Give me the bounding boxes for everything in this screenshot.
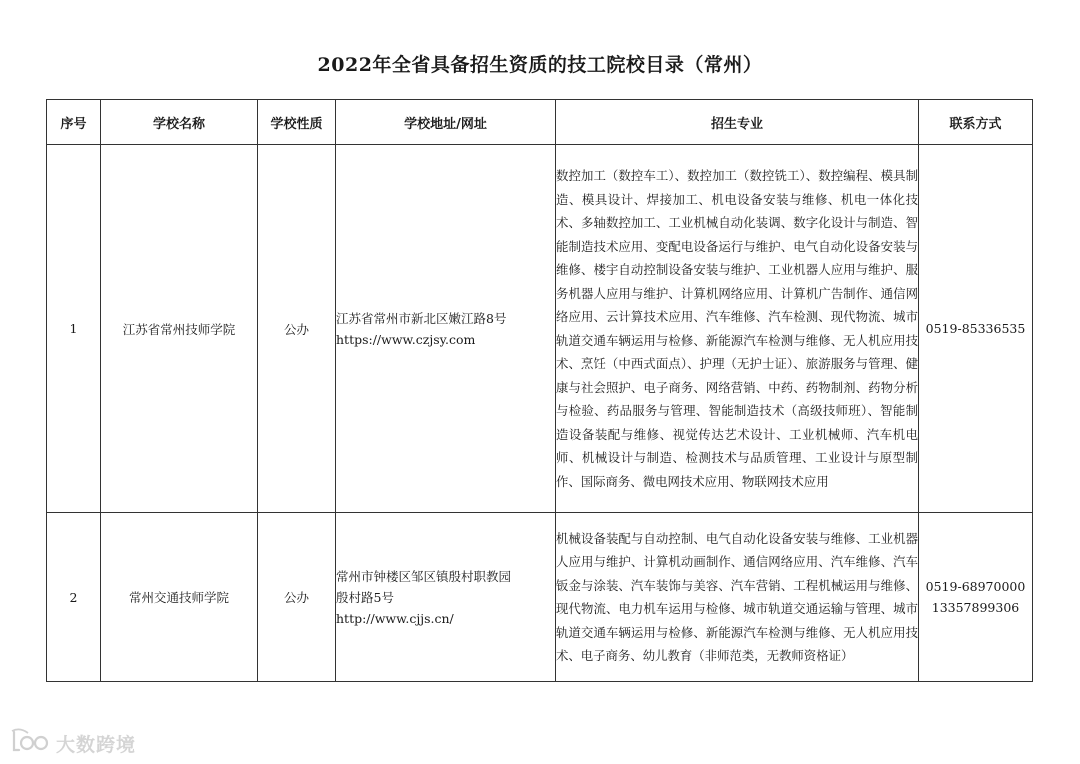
school-address <box>336 145 556 513</box>
table-row <box>47 145 1033 513</box>
address-line: 殷村路5号 <box>336 589 394 605</box>
phone-number: 0519-68970000 <box>925 579 1026 594</box>
header-majors: 招生专业 <box>556 100 919 145</box>
school-majors: 机械设备装配与自动控制、电气自动化设备安装与维修、工业机器人应用与维护、计算机动画制作、通信网络应用、汽车维修、汽车钣金与涂装、汽车装饰与美容、汽车营销、工程机械运用与维修、现代物流、电力机车运用与检修、城市轨道交通运输与管理、城市轨道交通车辆运用与检修、新能源汽车检测与维修、无人机应用技术、电子商务、幼儿教育（非师范类，无教师资格证） <box>556 513 919 682</box>
header-school-name: 学校名称 <box>101 100 258 145</box>
header-contact: 联系方式 <box>919 100 1033 145</box>
school-nature: 公办 <box>258 145 336 513</box>
school-name: 常州交通技师学院 <box>101 513 258 682</box>
phone-number: 0519-85336535 <box>925 321 1026 336</box>
row-index: 2 <box>47 513 101 682</box>
header-index: 序号 <box>47 100 101 145</box>
watermark-logo <box>8 730 136 756</box>
website-link[interactable]: http://www.cjjs.cn/ <box>336 610 454 626</box>
school-table <box>46 99 1033 682</box>
brand-logo-icon <box>8 728 52 758</box>
table-header-row <box>47 100 1033 145</box>
school-majors: 数控加工（数控车工）、数控加工（数控铣工）、数控编程、模具制造、模具设计、焊接加工、机电设备安装与维修、机电一体化技术、多轴数控加工、工业机械自动化装调、数字化设计与制造、智能制造技术应用、变配电设备运行与维护、电气自动化设备安装与维修、楼宇自动控制设备安装与维护、工业机器人应用与维护、服务机器人应用与维护、计算机网络应用、计算机广告制作、通信网络应用、云计算技术应用、汽车维修、汽车检测、现代物流、城市轨道交通车辆运用与检修、新能源汽车检测与维修、无人机应用技术、烹饪（中西式面点）、护理（无护士证）、旅游服务与管理、健康与社会照护、电子商务、网络营销、中药、药物制剂、药物分析与检验、药品服务与管理、智能制造技术（高级技师班）、智能制造设备装配与维修、视觉传达艺术设计、工业机械师、汽车机电师、机械设计与制造、检测技术与品质管理、工业设计与原型制作、国际商务、微电网技术应用、物联网技术应用 <box>556 145 919 513</box>
address-line: 常州市钟楼区邹区镇殷村职教园 <box>336 568 512 584</box>
table-row <box>47 513 1033 682</box>
row-index: 1 <box>47 145 101 513</box>
website-link[interactable]: https://www.czjsy.com <box>336 331 476 347</box>
phone-number: 13357899306 <box>931 600 1020 615</box>
school-contact <box>919 513 1033 682</box>
watermark-text: 大数跨境 <box>56 733 137 756</box>
school-address <box>336 513 556 682</box>
page-title: 2022年全省具备招生资质的技工院校目录（常州） <box>317 54 763 76</box>
header-school-nature: 学校性质 <box>258 100 336 145</box>
address-line: 江苏省常州市新北区嫩江路8号 <box>336 310 507 326</box>
school-nature: 公办 <box>258 513 336 682</box>
header-address: 学校地址/网址 <box>336 100 556 145</box>
school-name: 江苏省常州技师学院 <box>101 145 258 513</box>
school-contact <box>919 145 1033 513</box>
